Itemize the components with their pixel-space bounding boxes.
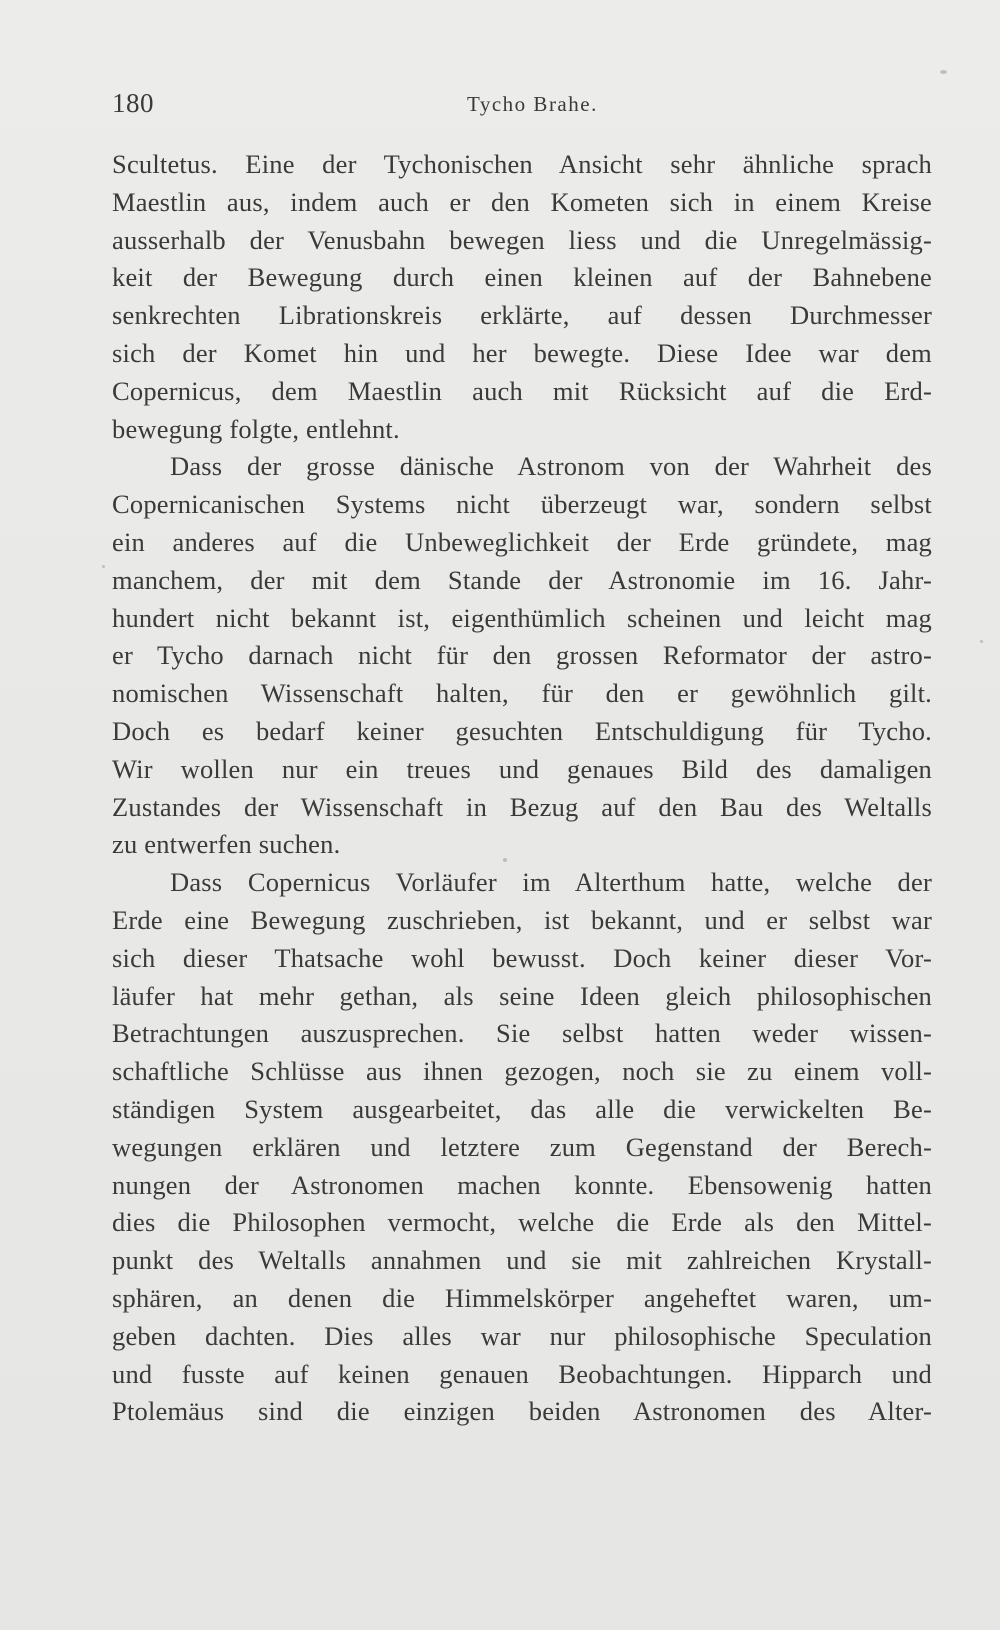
text-line: Wir wollen nur ein treues und genaues Bild des damaligen [112,753,932,784]
paper-speck [980,640,983,643]
text-line: Zustandes der Wissenschaft in Bezug auf den Bau des Weltalls [112,791,932,822]
text-line: Scultetus. Eine der Tychonischen Ansicht sehr ähnliche sprach [112,149,932,179]
text-line: ausserhalb der Venusbahn bewegen liess und die Unregelmässig- [112,224,932,255]
paragraph-2 [112,448,932,864]
text-line: sich dieser Thatsache wohl bewusst. Doch keiner dieser Vor- [112,942,932,973]
paper-speck [102,565,105,568]
text-line: punkt des Weltalls annahmen und sie mit zahlreichen Krystall- [112,1245,932,1276]
text-line: schaftliche Schlüsse aus ihnen gezogen, noch sie zu einem voll- [112,1056,932,1087]
text-line: ständigen System ausgearbeitet, das alle die verwickelten Be- [112,1093,932,1124]
text-line: Copernicus, dem Maestlin auch mit Rücksicht auf die Erd- [112,375,932,406]
paragraph-1 [112,146,932,448]
text-line: er Tycho darnach nicht für den grossen Reformator der astro- [112,640,932,671]
text-line: zu entwerfen suchen. [112,829,341,860]
text-line: Dass der grosse dänische Astronom von der Wahrheit des [170,451,932,482]
text-line: Doch es bedarf keiner gesuchten Entschuldigung für Tycho. [112,715,932,746]
text-line: senkrechten Librationskreis erklärte, auf dessen Durchmesser [112,300,932,331]
text-line: nungen der Astronomen machen konnte. Ebensowenig hatten [112,1169,932,1200]
paper-speck [940,70,947,74]
text-line: Erde eine Bewegung zuschrieben, ist bekannt, und er selbst war [112,904,932,935]
text-line: läufer hat mehr gethan, als seine Ideen gleich philosophischen [112,980,932,1011]
text-line: geben dachten. Dies alles war nur philosophische Speculation [112,1320,932,1351]
paragraph-3 [112,864,932,1431]
text-line: sich der Komet hin und her bewegte. Diese Idee war dem [112,337,932,368]
body-text [112,146,932,1431]
text-line: Betrachtungen auszusprechen. Sie selbst hatten weder wissen- [112,1018,932,1049]
text-line: manchem, der mit dem Stande der Astronomie im 16. Jahr- [112,564,932,595]
text-line: und fusste auf keinen genauen Beobachtungen. Hipparch und [112,1358,932,1389]
text-line: Ptolemäus sind die einzigen beiden Astronomen des Alter- [112,1396,932,1427]
page-number: 180 [112,88,154,118]
text-line: Dass Copernicus Vorläufer im Alterthum hatte, welche der [170,867,932,898]
running-head [112,88,932,128]
text-line: dies die Philosophen vermocht, welche die Erde als den Mittel- [112,1207,932,1238]
text-line: Copernicanischen Systems nicht überzeugt war, sondern selbst [112,489,932,520]
text-line: nomischen Wissenschaft halten, für den er gewöhnlich gilt. [112,678,932,709]
text-line: wegungen erklären und letztere zum Gegenstand der Berech- [112,1131,932,1162]
text-line: sphären, an denen die Himmelskörper angeheftet waren, um- [112,1282,932,1313]
text-line: bewegung folgte, entlehnt. [112,413,400,444]
text-line: keit der Bewegung durch einen kleinen auf der Bahnebene [112,262,932,293]
text-line: ein anderes auf die Unbeweglichkeit der Erde gründete, mag [112,526,932,557]
running-title: Tycho Brahe. [467,92,598,116]
text-line: Maestlin aus, indem auch er den Kometen sich in einem Kreise [112,186,932,217]
text-line: hundert nicht bekannt ist, eigenthümlich scheinen und leicht mag [112,602,932,633]
paper-speck [503,858,507,862]
